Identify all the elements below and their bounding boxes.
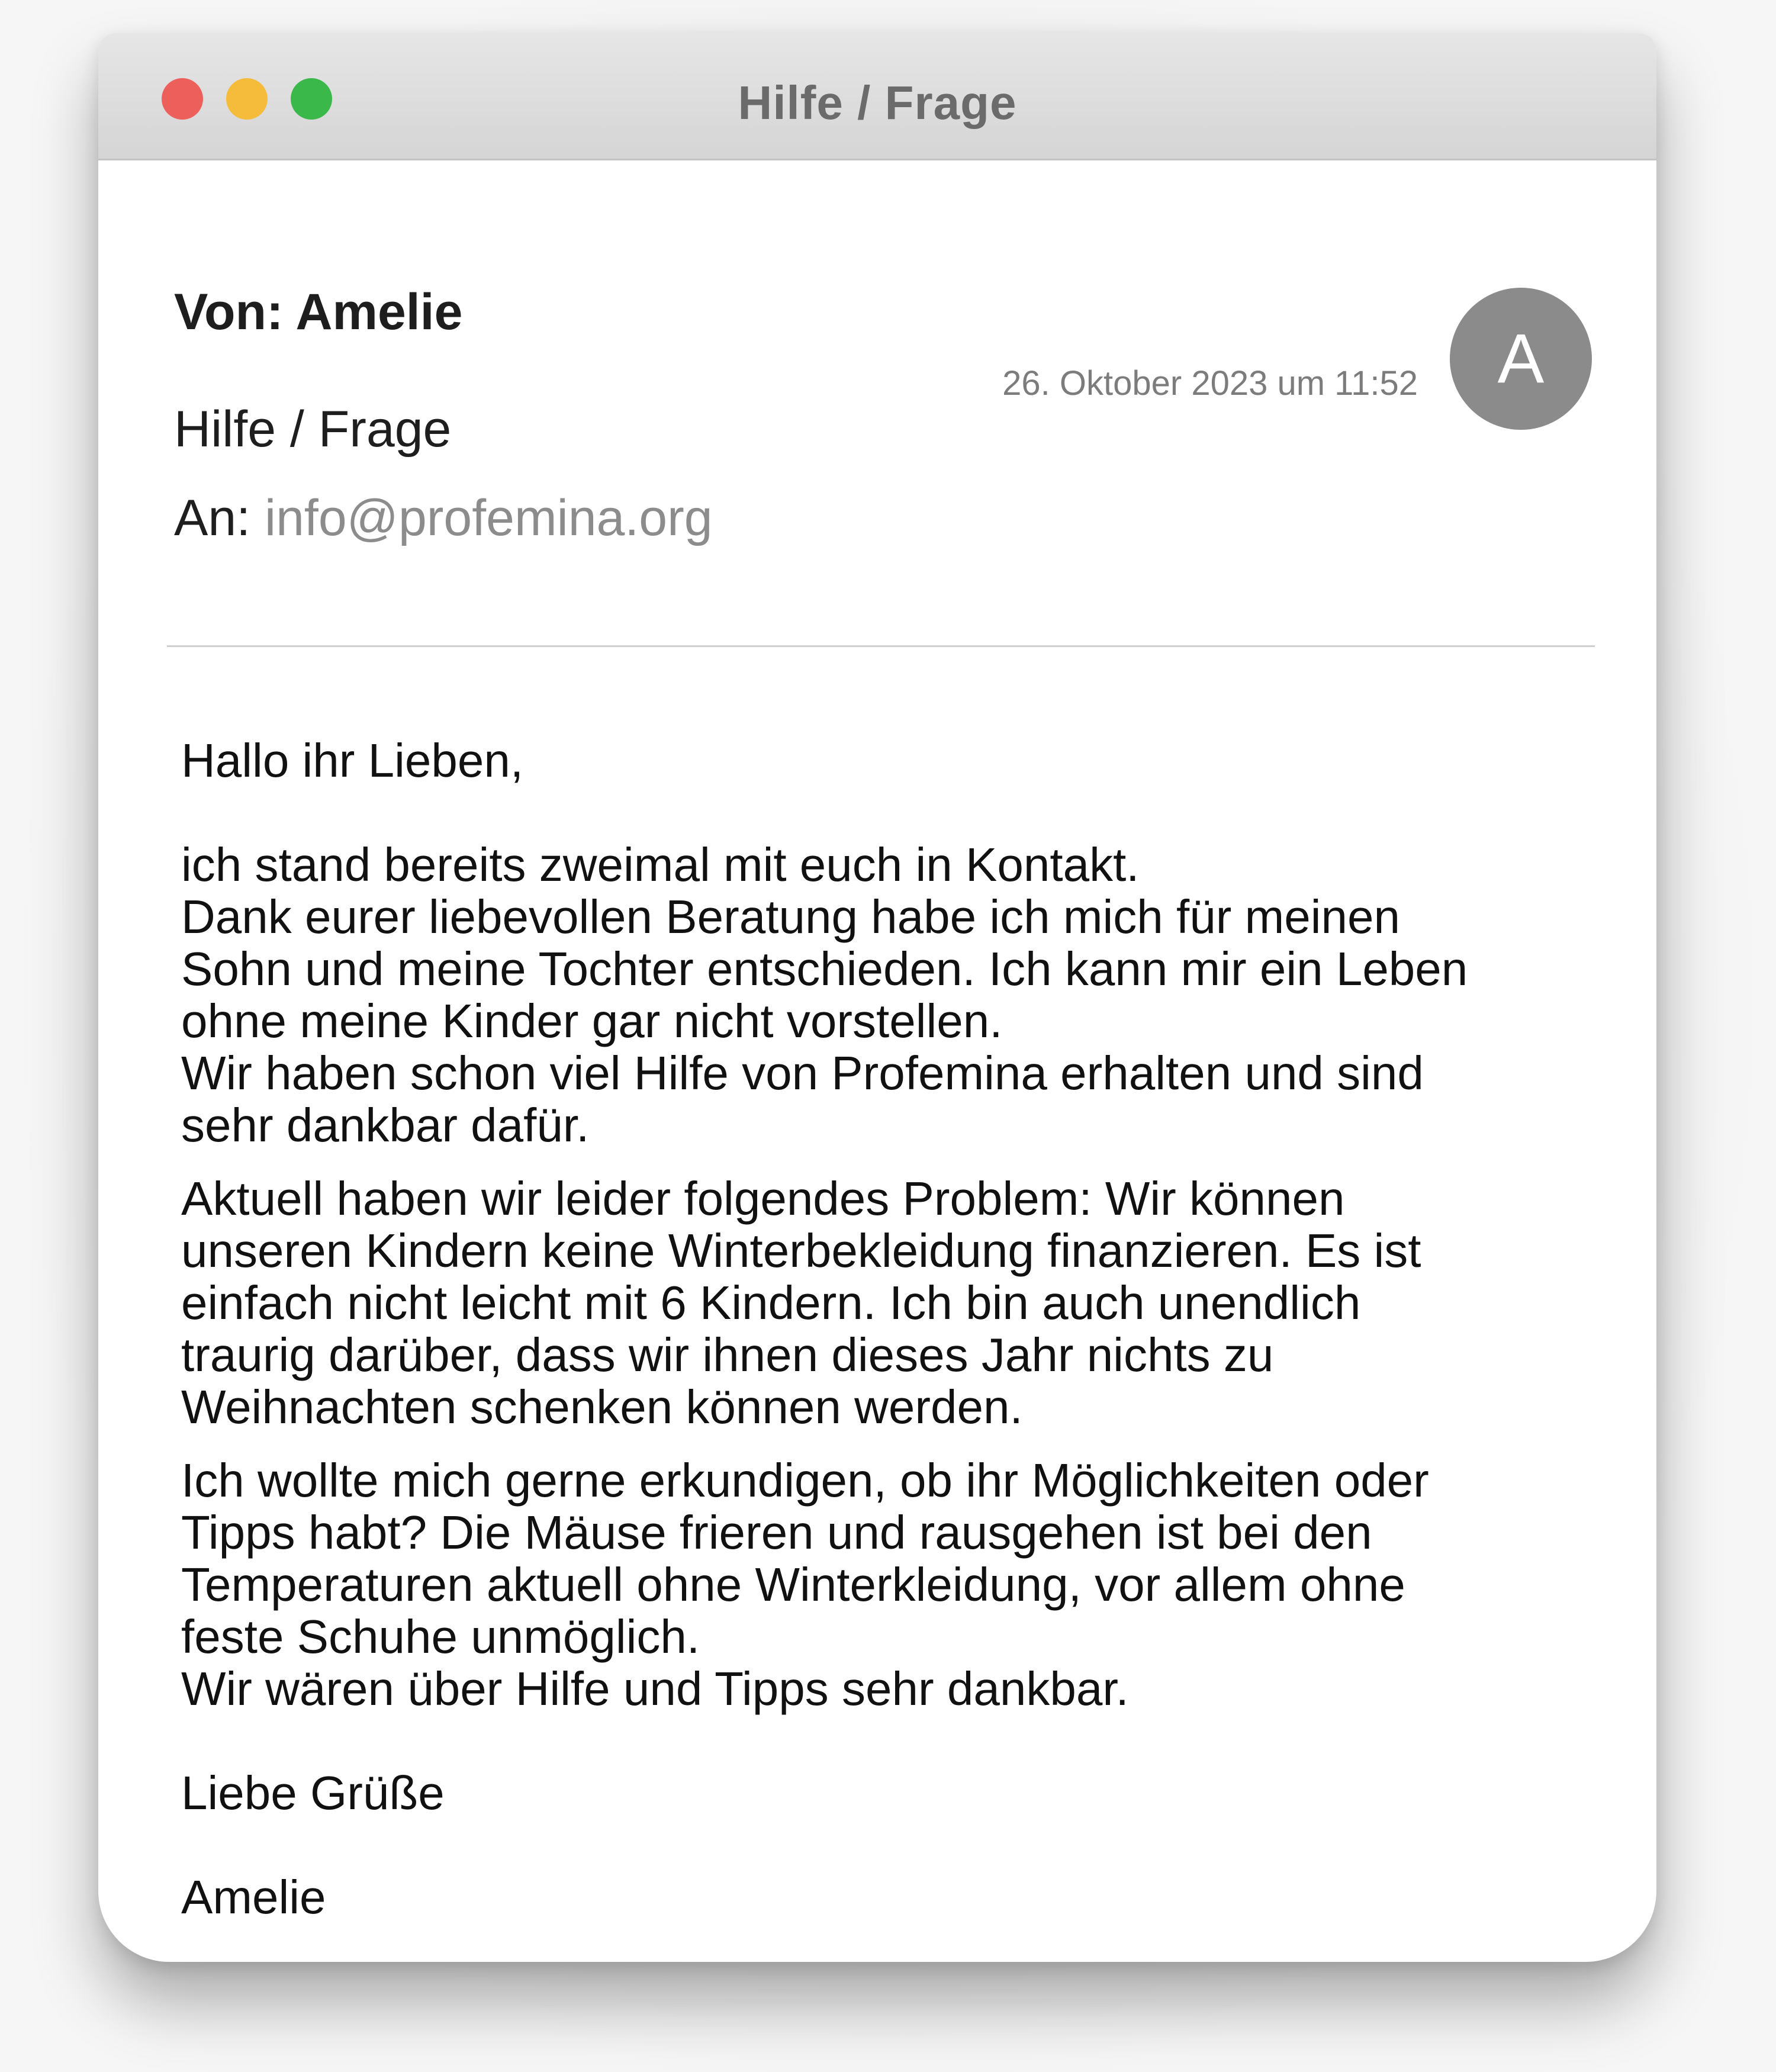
recipient-line — [174, 489, 713, 548]
body-line: Wir haben schon viel Hilfe von Profemina erhalten und sind — [181, 1047, 1424, 1099]
signature: Amelie — [181, 1871, 326, 1923]
body-line: Weihnachten schenken können werden. — [181, 1381, 1023, 1433]
recipient-label: An: — [174, 490, 251, 546]
body-line: traurig darüber, dass wir ihnen dieses Jahr nichts zu — [181, 1328, 1274, 1381]
body-line: unseren Kindern keine Winterbekleidung finanzieren. Es ist — [181, 1224, 1421, 1277]
greeting: Hallo ihr Lieben, — [181, 734, 524, 787]
closing: Liebe Grüße — [181, 1767, 445, 1819]
body-line: Sohn und meine Tochter entschieden. Ich kann mir ein Leben — [181, 942, 1468, 995]
message-body — [181, 735, 1602, 1923]
body-line: feste Schuhe unmöglich. — [181, 1610, 700, 1663]
body-line: einfach nicht leicht mit 6 Kindern. Ich bin auch unendlich — [181, 1276, 1361, 1329]
title-bar[interactable] — [98, 33, 1656, 160]
header-divider — [167, 645, 1595, 647]
body-line: ich stand bereits zweimal mit euch in Kontakt. — [181, 838, 1140, 891]
body-line: Tipps habt? Die Mäuse frieren und rausgehen ist bei den — [181, 1506, 1372, 1559]
body-line: sehr dankbar dafür. — [181, 1099, 590, 1151]
mail-window — [98, 33, 1656, 1962]
subject: Hilfe / Frage — [174, 401, 452, 458]
recipient-address[interactable]: info@profemina.org — [265, 490, 713, 546]
body-line: Temperaturen aktuell ohne Winterkleidung, vor allem ohne — [181, 1558, 1405, 1611]
body-line: Ich wollte mich gerne erkundigen, ob ihr Möglichkeiten oder — [181, 1454, 1429, 1507]
body-line: Dank eurer liebevollen Beratung habe ich mich für meinen — [181, 890, 1400, 943]
avatar-initial: A — [1497, 320, 1545, 398]
sender-avatar — [1450, 288, 1592, 430]
body-line: ohne meine Kinder gar nicht vorstellen. — [181, 995, 1003, 1047]
sender: Von: Amelie — [174, 284, 463, 340]
body-line: Aktuell haben wir leider folgendes Problem: Wir können — [181, 1172, 1345, 1225]
message-date: 26. Oktober 2023 um 11:52 — [1002, 364, 1418, 403]
window-title: Hilfe / Frage — [738, 76, 1017, 129]
body-line: Wir wären über Hilfe und Tipps sehr dankbar. — [181, 1662, 1129, 1715]
